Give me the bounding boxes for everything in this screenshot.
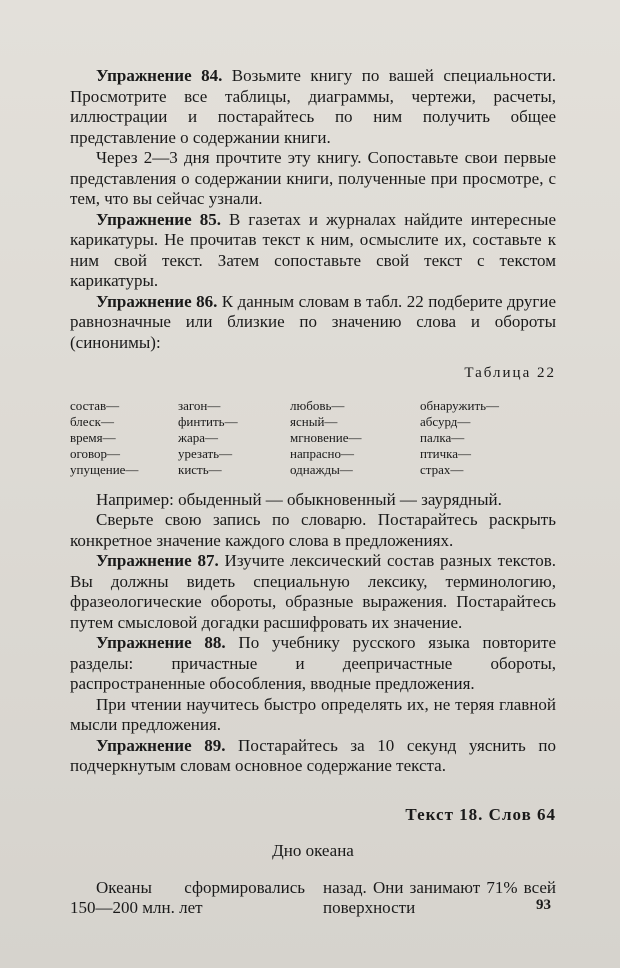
exercise-84 <box>70 66 556 148</box>
table-cell: птичка— <box>420 445 472 461</box>
column-right: назад. Они занимают 71% всей поверхности <box>323 877 556 917</box>
text-heading: Текст 18. Слов 64 <box>405 804 556 824</box>
text-columns <box>70 878 556 919</box>
exercise-text: По учебнику русского языка повторите разделы: причастные и деепричастные обороты, распространенные обособления, вводные предложения. <box>70 633 557 693</box>
table-cell: упущение— <box>70 461 139 477</box>
table-cell: палка— <box>420 429 465 445</box>
table-cell: мгновение— <box>290 429 362 445</box>
exercise-text: Постарайтесь за 10 секунд уяснить по подчеркнутым словам основное содержание текста. <box>70 735 556 775</box>
exercise-87 <box>70 551 556 633</box>
table-cell: урезать— <box>178 445 233 461</box>
exercise-text: Через 2—3 дня прочтите эту книгу. Сопоставьте свои первые представления о содержании книги, полученные при просмотре, с тем, что вы сейчас узнали. <box>70 148 556 208</box>
exercise-text: Изучите лексический состав разных текстов. Вы должны видеть специальную лексику, терминологию, фразеологические обороты, образные выражения. Постарайтесь путем смысловой догадки расшифровать их значение. <box>70 551 556 632</box>
exercise-86-continued <box>70 510 556 551</box>
table-cell: кисть— <box>178 461 222 477</box>
table-cell: обнаружить— <box>420 397 500 413</box>
table-caption: Таблица 22 <box>464 365 556 381</box>
exercise-label: Упражнение 86. <box>96 291 218 311</box>
table-cell: страх— <box>420 461 464 477</box>
table-cell: абсурд— <box>420 413 471 429</box>
synonym-table <box>70 398 556 478</box>
exercise-text: При чтении научитесь быстро определять их, не теряя главной мысли предложения. <box>70 694 556 734</box>
table-cell: ясный— <box>290 413 338 429</box>
exercise-label: Упражнение 87. <box>96 551 219 570</box>
exercise-88-continued <box>70 695 556 736</box>
exercise-86 <box>70 292 556 354</box>
table-cell: любовь— <box>290 397 345 413</box>
table-cell: жара— <box>178 429 219 445</box>
column-left: Океаны сформировались 150—200 млн. лет <box>70 877 305 917</box>
exercise-88 <box>70 633 556 695</box>
table-cell: блеск— <box>70 413 114 429</box>
table-cell: оговор— <box>70 445 121 461</box>
table-cell: загон— <box>178 397 221 413</box>
exercise-text: Возьмите книгу по вашей специальности. Просмотрите все таблицы, диаграммы, чертежи, расчеты, иллюстрации и постарайтесь по ним получить общее представление о содержании книги. <box>70 66 556 147</box>
exercise-label: Упражнение 89. <box>96 735 226 755</box>
table-cell: финтить— <box>178 413 238 429</box>
page-number: 93 <box>536 897 551 913</box>
exercise-85 <box>70 210 556 292</box>
page-content <box>70 66 556 919</box>
exercise-text: К данным словам в табл. 22 подберите другие равнозначные или близкие по значению слова и обороты (синонимы): <box>70 291 556 352</box>
exercise-label: Упражнение 85. <box>96 209 221 229</box>
exercise-text: В газетах и журналах найдите интересные карикатуры. Не прочитав текст к ним, осмыслите их, составьте к ним свой текст. Затем сопоставьте свой текст с текстом карикатуры. <box>70 209 556 290</box>
exercise-label: Упражнение 88. <box>96 633 226 652</box>
table-cell: время— <box>70 429 116 445</box>
table-cell: однажды— <box>290 461 353 477</box>
exercise-label: Упражнение 84. <box>96 66 223 85</box>
exercise-89 <box>70 736 556 777</box>
table-cell: напрасно— <box>290 445 355 461</box>
exercise-84-continued <box>70 148 556 210</box>
example-line: Например: обыденный — обыкновенный — заурядный. <box>96 489 502 509</box>
exercise-text: Сверьте свою запись по словарю. Постарайтесь раскрыть конкретное значение каждого слова в предложениях. <box>70 510 556 550</box>
text-title: Дно океана <box>272 841 354 860</box>
table-cell: состав— <box>70 397 120 413</box>
